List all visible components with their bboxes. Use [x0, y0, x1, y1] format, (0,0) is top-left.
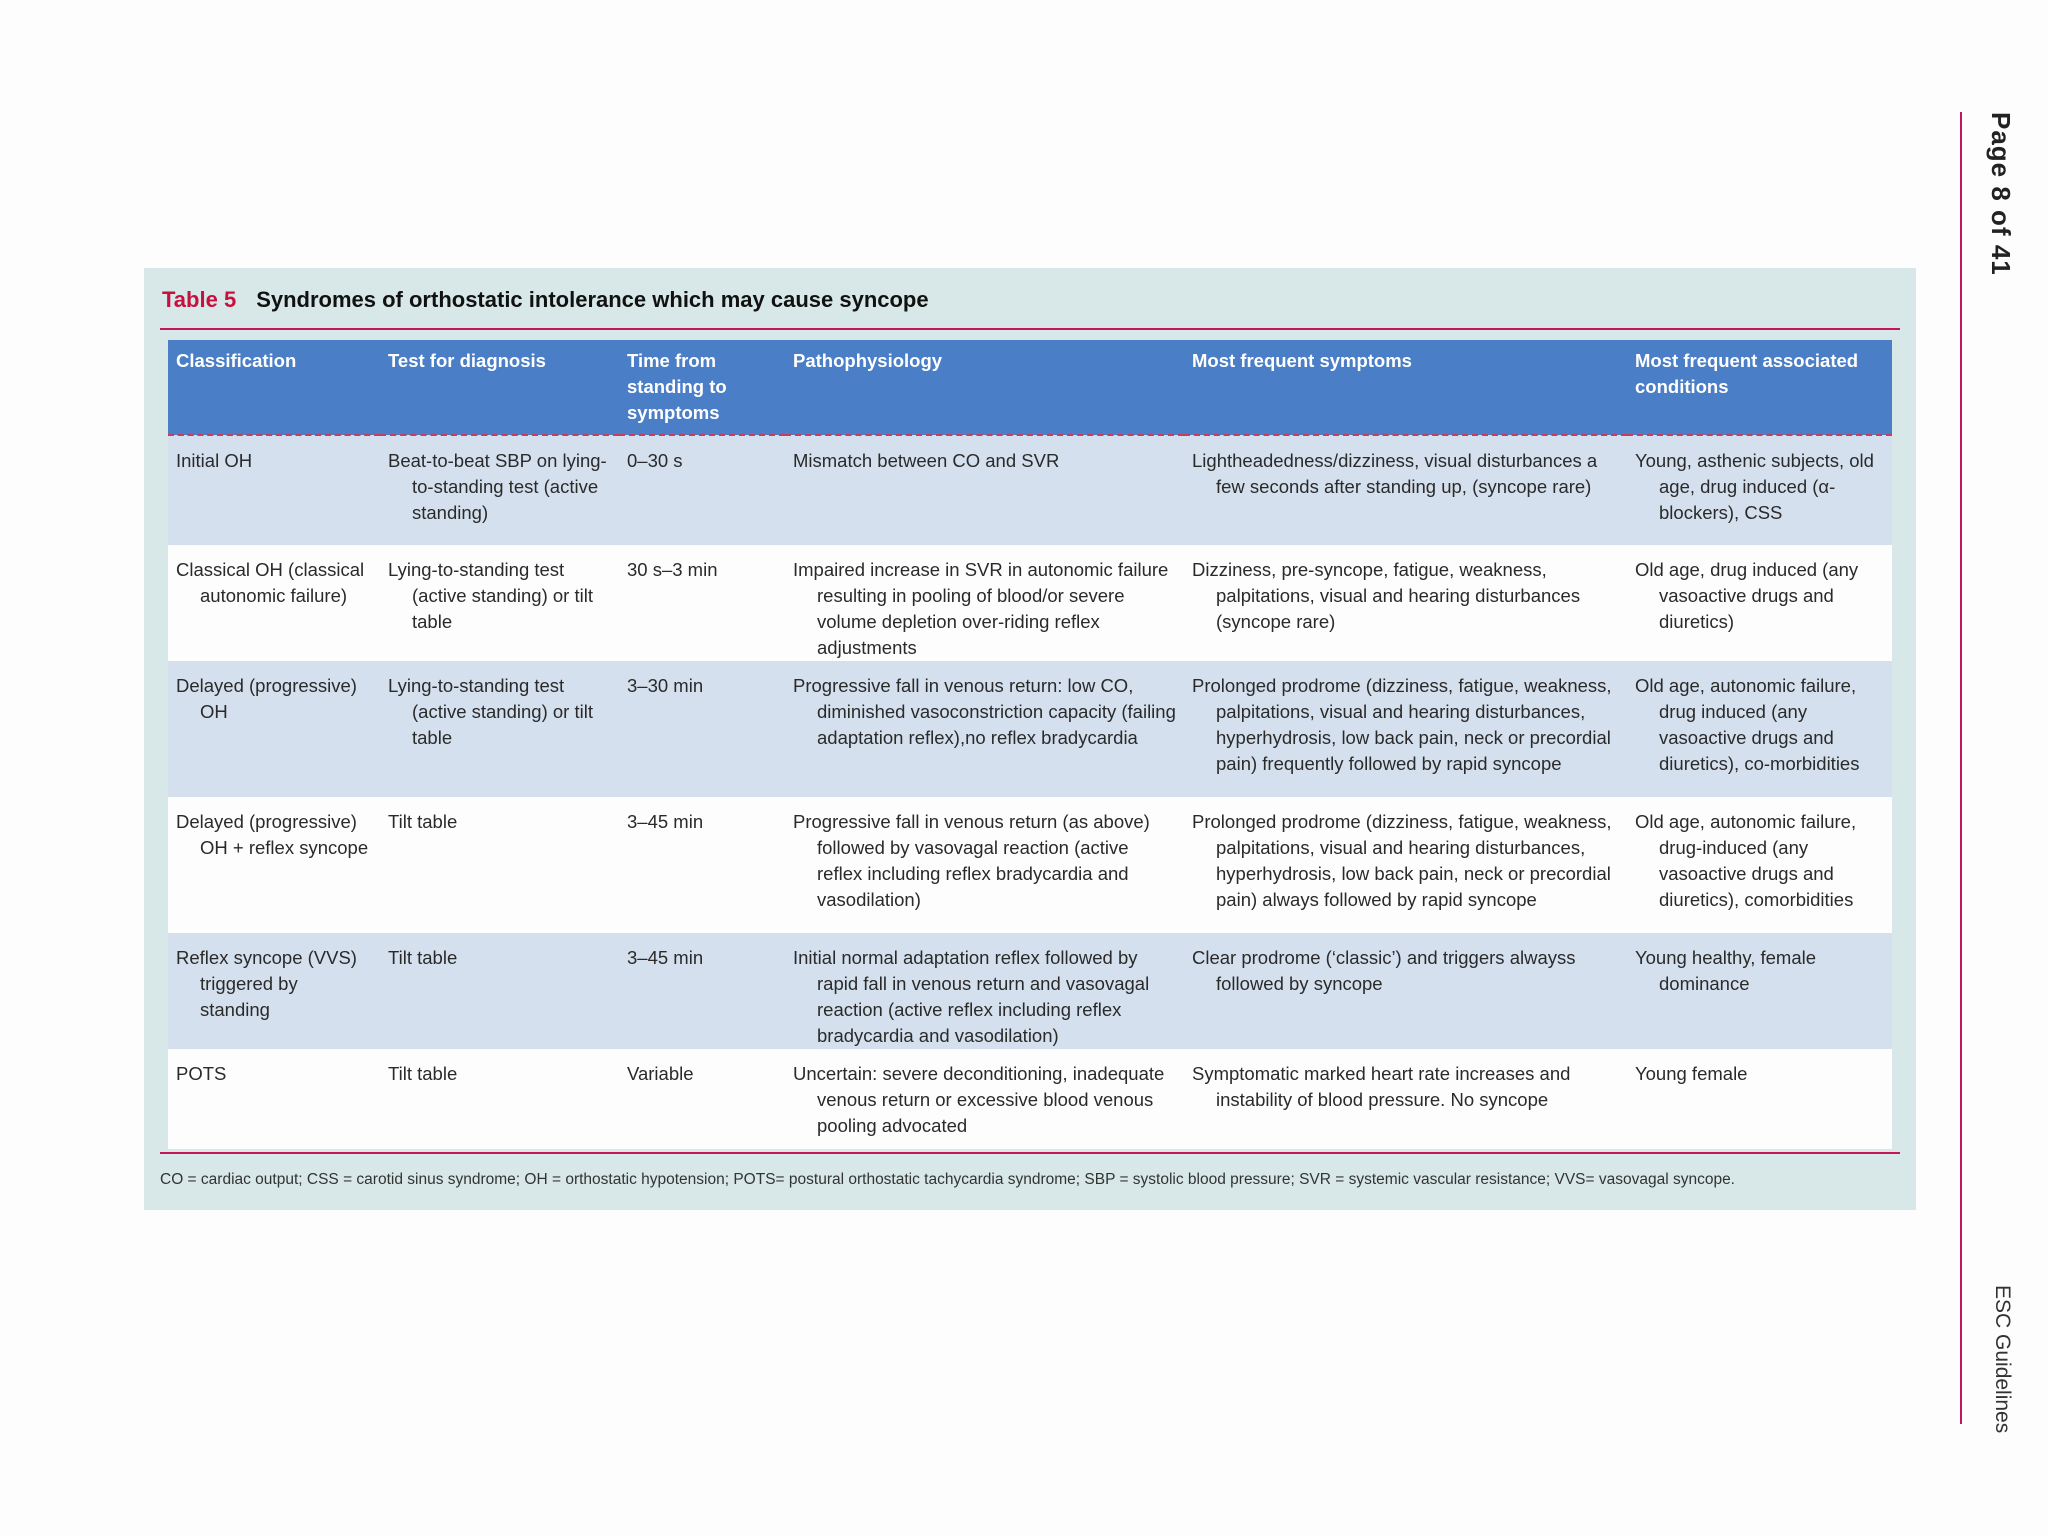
table-caption	[162, 282, 1762, 318]
journal-label: ESC Guidelines	[1991, 1285, 2014, 1434]
header-time-from-standing: Time from standing to symptoms	[619, 340, 785, 435]
table-cell	[785, 661, 1184, 797]
table-cell	[380, 435, 619, 545]
table-cell	[1184, 661, 1627, 797]
table-cell	[1627, 435, 1892, 545]
cell-text: 30 s–3 min	[627, 559, 718, 580]
table-cell	[168, 435, 380, 545]
cell-text: Young healthy, female dominance	[1635, 947, 1817, 994]
cell-text: 3–45 min	[627, 811, 704, 832]
table-row	[168, 933, 1892, 1049]
table-cell	[1184, 797, 1627, 933]
table-cell	[619, 435, 785, 545]
cell-text: Symptomatic marked heart rate increases and instability of blood pressure. No syncope	[1192, 1063, 1571, 1110]
table-cell	[785, 797, 1184, 933]
cell-text: Prolonged prodrome (dizziness, fatigue, weakness, palpitations, visual and hearing disturbances, hyperhydrosis, low back pain, neck or precordial pain) always followed by rapid syncope	[1192, 811, 1612, 910]
table-cell	[380, 797, 619, 933]
table-cell	[168, 1049, 380, 1149]
header-classification: Classification	[168, 340, 380, 435]
header-most-frequent-symptoms: Most frequent symptoms	[1184, 340, 1627, 435]
cell-text: Young, asthenic subjects, old age, drug induced (α-blockers), CSS	[1635, 450, 1874, 523]
cell-text: 3–30 min	[627, 675, 704, 696]
cell-text: 0–30 s	[627, 450, 683, 471]
cell-text: POTS	[176, 1063, 227, 1084]
table-cell	[785, 933, 1184, 1049]
cell-text: Mismatch between CO and SVR	[793, 450, 1060, 471]
table-cell	[785, 1049, 1184, 1149]
cell-text: Impaired increase in SVR in autonomic failure resulting in pooling of blood/or severe volume depletion over-riding reflex adjustments	[793, 559, 1169, 658]
table-container	[168, 340, 1892, 1136]
cell-text: Lying-to-standing test (active standing) or tilt table	[388, 559, 593, 632]
table-cell	[168, 933, 380, 1049]
syndromes-table	[168, 340, 1892, 1149]
page-number: Page 8 of 41	[1986, 112, 2016, 276]
cell-text: Tilt table	[388, 947, 458, 968]
table-cell	[1184, 435, 1627, 545]
side-rule	[1960, 112, 1962, 1424]
table-cell	[1627, 933, 1892, 1049]
cell-text: Old age, drug induced (any vasoactive drugs and diuretics)	[1635, 559, 1859, 632]
table-cell	[785, 435, 1184, 545]
table-cell	[619, 797, 785, 933]
table-row	[168, 1049, 1892, 1149]
table-cell	[1627, 661, 1892, 797]
table-cell	[785, 545, 1184, 661]
cell-text: Initial normal adaptation reflex followed by rapid fall in venous return and vasovagal reaction (active reflex including reflex bradycardia and vasodilation)	[793, 947, 1150, 1046]
cell-text: Young female	[1635, 1063, 1748, 1084]
table-label: Table 5	[162, 287, 237, 312]
table-cell	[619, 661, 785, 797]
table-cell	[619, 1049, 785, 1149]
cell-text: Progressive fall in venous return (as above) followed by vasovagal reaction (active reflex including reflex bradycardia and vasodilation)	[793, 811, 1150, 910]
cell-text: Classical OH (classical autonomic failure)	[176, 559, 365, 606]
cell-text: Beat-to-beat SBP on lying-to-standing test (active standing)	[388, 450, 607, 523]
table-cell	[380, 661, 619, 797]
cell-text: Delayed (progressive) OH	[176, 675, 357, 722]
cell-text: Tilt table	[388, 811, 458, 832]
table-cell	[380, 1049, 619, 1149]
cell-text: 3–45 min	[627, 947, 704, 968]
cell-text: Lightheadedness/dizziness, visual disturbances a few seconds after standing up, (syncope rare)	[1192, 450, 1598, 497]
cell-text: Tilt table	[388, 1063, 458, 1084]
header-pathophysiology: Pathophysiology	[785, 340, 1184, 435]
cell-text: Progressive fall in venous return: low CO, diminished vasoconstriction capacity (failing adaptation reflex),no reflex bradycardia	[793, 675, 1176, 748]
cell-text: Lying-to-standing test (active standing) or tilt table	[388, 675, 593, 748]
header-associated-conditions: Most frequent associated conditions	[1627, 340, 1892, 435]
cell-text: Delayed (progressive) OH + reflex syncope	[176, 811, 369, 858]
header-test-for-diagnosis: Test for diagnosis	[380, 340, 619, 435]
cell-text: Variable	[627, 1063, 694, 1084]
table-cell	[1627, 545, 1892, 661]
table-cell	[1627, 1049, 1892, 1149]
cell-text: Reflex syncope (VVS) triggered by standing	[176, 947, 357, 1020]
cell-text: Old age, autonomic failure, drug-induced (any vasoactive drugs and diuretics), comorbidities	[1635, 811, 1857, 910]
table-cell	[380, 545, 619, 661]
table-cell	[380, 933, 619, 1049]
table-title: Syndromes of orthostatic intolerance which may cause syncope	[256, 287, 929, 312]
table-row	[168, 435, 1892, 545]
table-cell	[1627, 797, 1892, 933]
table-panel	[144, 268, 1916, 1210]
cell-text: Initial OH	[176, 450, 253, 471]
table-cell	[1184, 1049, 1627, 1149]
table-row	[168, 661, 1892, 797]
table-row	[168, 797, 1892, 933]
table-cell	[168, 545, 380, 661]
cell-text: Dizziness, pre-syncope, fatigue, weakness, palpitations, visual and hearing disturbances (syncope rare)	[1192, 559, 1581, 632]
table-cell	[1184, 545, 1627, 661]
table-cell	[619, 933, 785, 1049]
table-bottom-rule	[160, 1152, 1900, 1154]
table-header-row	[168, 340, 1892, 435]
cell-text: Old age, autonomic failure, drug induced (any vasoactive drugs and diuretics), co-morbidities	[1635, 675, 1860, 774]
cell-text: Uncertain: severe deconditioning, inadequate venous return or excessive blood venous pooling advocated	[793, 1063, 1165, 1136]
table-cell	[619, 545, 785, 661]
table-cell	[168, 797, 380, 933]
cell-text: Prolonged prodrome (dizziness, fatigue, weakness, palpitations, visual and hearing disturbances, hyperhydrosis, low back pain, neck or precordial pain) frequently followed by rapid syncope	[1192, 675, 1612, 774]
table-row	[168, 545, 1892, 661]
caption-rule	[160, 328, 1900, 330]
table-cell	[168, 661, 380, 797]
table-footnote: CO = cardiac output; CSS = carotid sinus syndrome; OH = orthostatic hypotension; POTS= postural orthostatic tachycardia syndrome; SBP = systolic blood pressure; SVR = systemic vascular resistance; VVS= vasovagal syncope.	[160, 1171, 1735, 1188]
table-cell	[1184, 933, 1627, 1049]
cell-text: Clear prodrome (‘classic’) and triggers alwayss followed by syncope	[1192, 947, 1576, 994]
